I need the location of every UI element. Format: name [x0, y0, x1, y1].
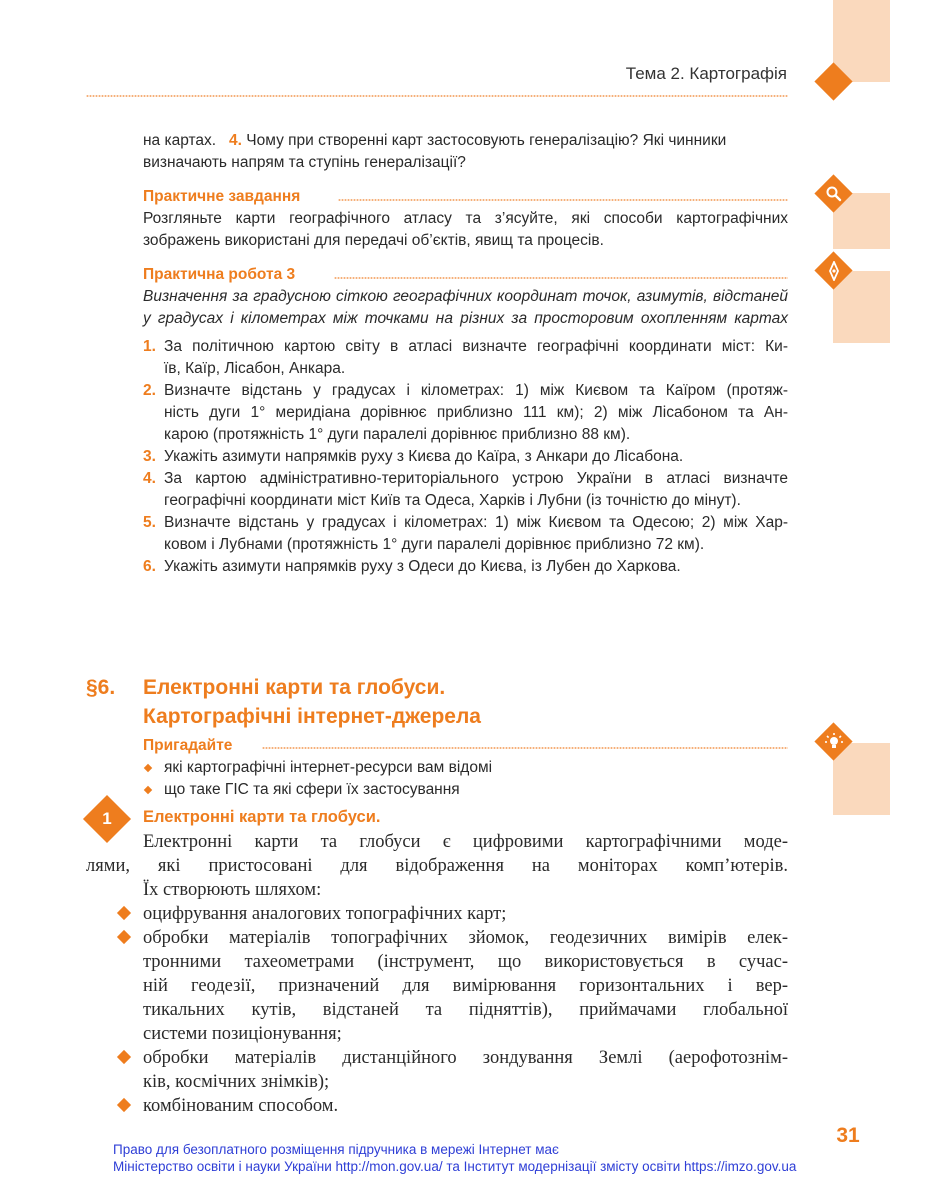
body-line: Їх створюють шляхом:: [143, 880, 322, 900]
work-item-line: Укажіть азимути напрямків руху з Києва до Каїра, з Анкари до Лісабона.: [164, 448, 684, 465]
work-item-line: ність дуги 1° меридіана дорівнює приблизно 111 км); 2) між Лісабоном та Ан-: [164, 404, 788, 421]
intro-line-1: [143, 130, 788, 152]
compass-icon: [820, 257, 847, 284]
recall-item: що таке ГІС та які сфери їх застосування: [164, 781, 460, 798]
intro-line-2: визначають напрям та ступінь генералізації?: [143, 154, 466, 171]
practical-work-subtitle-1: Визначення за градусною сіткою географічних координат точок, азимутів, відстаней: [143, 288, 788, 305]
recall-heading: Пригадайте: [143, 737, 233, 754]
list-line: оцифрування аналогових топографічних карт;: [143, 904, 507, 924]
lightbulb-icon: [820, 728, 847, 755]
intro-text-b: Чому при створенні карт застосовують генералізацію? Які чинники: [246, 132, 727, 149]
list-line: ній геодезії, призначений для вимірювання горизонтальних і вер-: [143, 976, 788, 996]
recall-rule: [262, 746, 788, 750]
section-title-line-1: Електронні карти та глобуси.: [143, 676, 446, 699]
work-item-line: Визначте відстань у градусах і кілометрах: 1) між Києвом та Одесою; 2) між Хар-: [164, 514, 788, 531]
practical-task-line-2: зображень використані для передачі об’єктів, явищ та процесів.: [143, 232, 604, 249]
list-bullet-icon: [117, 1098, 131, 1112]
body-line: лями, які пристосовані для відображення на моніторах комп’ютерів.: [86, 856, 788, 876]
practical-work-heading: Практична робота 3: [143, 266, 296, 283]
intro-text-a: на картах.: [143, 132, 217, 149]
work-item-number: 4.: [143, 470, 156, 487]
work-item-number: 5.: [143, 514, 156, 531]
recall-bullet-icon: [144, 786, 152, 794]
work-item-line: За політичною картою світу в атласі визначте географічні координати міст: Ки-: [164, 338, 788, 355]
work-item-line: Укажіть азимути напрямків руху з Одеси до Києва, із Лубен до Харкова.: [164, 558, 681, 575]
work-item-line: За картою адміністративно-територіального устрою України в атласі визначте: [164, 470, 788, 487]
list-line: тронними тахеометрами (інструмент, що використовується в сучас-: [143, 952, 788, 972]
header-dotted-rule: [86, 94, 788, 98]
section-number: §6.: [86, 676, 116, 699]
list-line: тикальних кутів, відстаней та підняттів), приймачами глобальної: [143, 1000, 788, 1020]
work-item-line: географічні координати міст Київ та Одеса, Харків і Лубни (із точністю до мінут).: [164, 492, 741, 509]
section-title-line-2: Картографічні інтернет-джерела: [143, 705, 481, 728]
footer-line-2[interactable]: Міністерство освіти і науки України http://mon.gov.ua/ та Інститут модернізації змісту освіти https://imzo.gov.ua: [113, 1159, 797, 1174]
practical-task-rule: [338, 198, 788, 202]
subsection-number: 1: [102, 809, 112, 828]
practical-work-subtitle-2: у градусах і кілометрах між точками на різних за просторовим охопленням картах: [143, 310, 788, 327]
practical-task-heading: Практичне завдання: [143, 188, 301, 205]
work-item-number: 2.: [143, 382, 156, 399]
list-bullet-icon: [117, 1050, 131, 1064]
list-line: системи позиціонування;: [143, 1024, 342, 1044]
recall-bullet-icon: [144, 764, 152, 772]
question-number: 4.: [229, 132, 242, 149]
work-item-number: 1.: [143, 338, 156, 355]
recall-item: які картографічні інтернет-ресурси вам відомі: [164, 759, 493, 776]
work-item-number: 6.: [143, 558, 156, 575]
list-bullet-icon: [117, 930, 131, 944]
list-line: ків, космічних знімків);: [143, 1072, 330, 1092]
running-header: Тема 2. Картографія: [625, 64, 787, 83]
work-item-line: карою (протяжність 1° дуги паралелі дорівнює приблизно 88 км).: [164, 426, 631, 443]
page-number: 31: [836, 1124, 860, 1147]
work-item-line: Визначте відстань у градусах і кілометрах: 1) між Києвом та Каїром (протяж-: [164, 382, 788, 399]
practical-task-line-1: Розгляньте карти географічного атласу та з’ясуйте, які способи картографічних: [143, 210, 788, 227]
practical-work-rule: [334, 276, 788, 280]
footer-line-1: Право для безоплатного розміщення підручника в мережі Інтернет має: [113, 1142, 559, 1157]
work-item-number: 3.: [143, 448, 156, 465]
list-line: обробки матеріалів дистанційного зондування Землі (аерофотознім-: [143, 1048, 788, 1068]
magnifier-icon: [820, 180, 847, 207]
work-item-line: ковом і Лубнами (протяжність 1° дуги паралелі дорівнює приблизно 72 км).: [164, 536, 705, 553]
list-line: комбінованим способом.: [143, 1096, 339, 1116]
list-line: обробки матеріалів топографічних зйомок, геодезичних вимірів елек-: [143, 928, 788, 948]
work-item-line: їв, Каїр, Лісабон, Анкара.: [164, 360, 346, 377]
list-bullet-icon: [117, 906, 131, 920]
subsection-heading: Електронні карти та глобуси.: [143, 808, 381, 826]
body-line: Електронні карти та глобуси є цифровими картографічними моде-: [143, 832, 788, 852]
